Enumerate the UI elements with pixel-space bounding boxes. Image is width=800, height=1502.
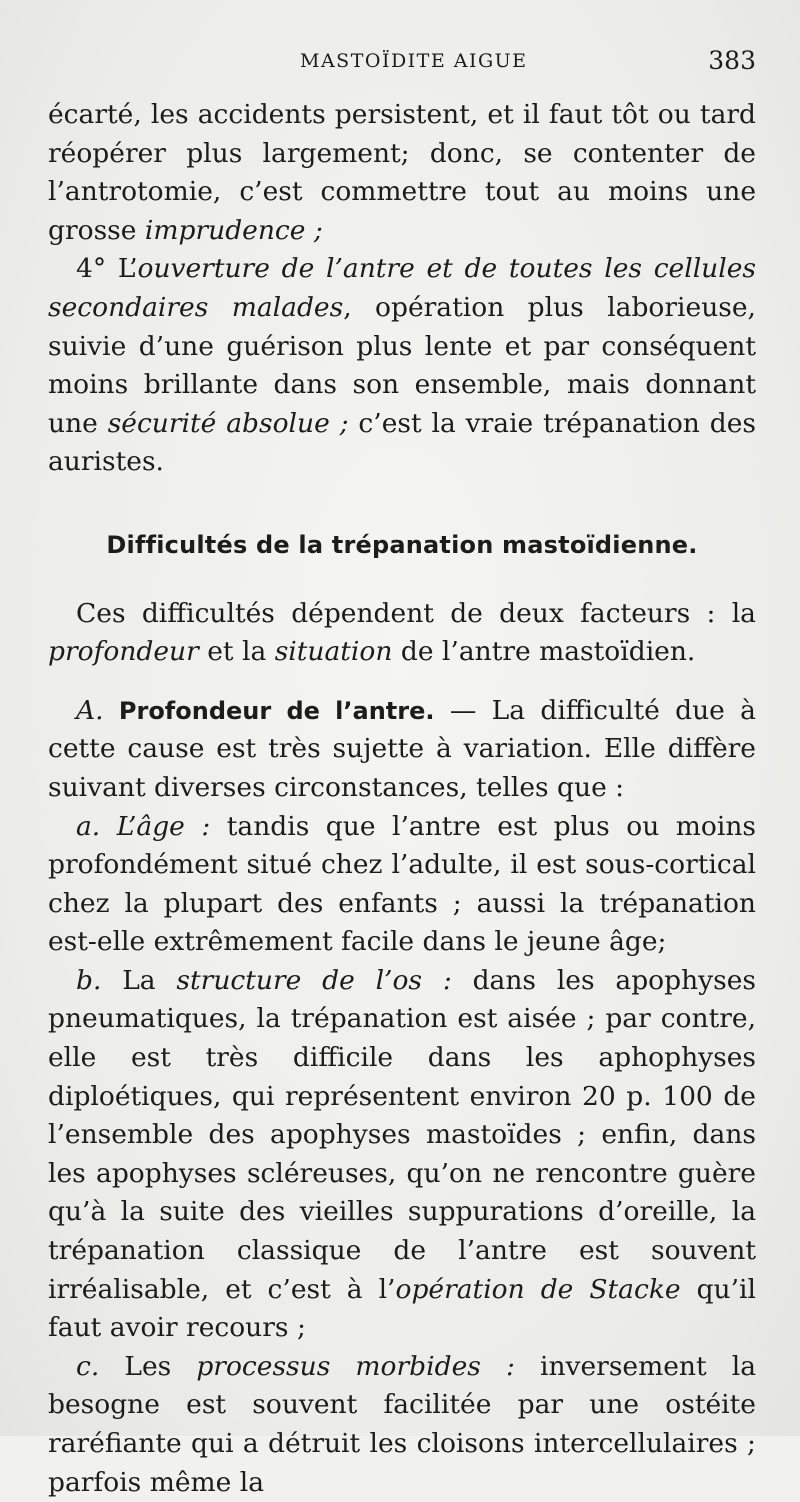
paragraph-text: inversement la besogne est souvent facilitée par une ostéite raréfiante qui a détruit les cloisons intercellulaires ; parfois même la (48, 1350, 757, 1498)
italic-text: sécurité absolue ; (107, 407, 349, 439)
paragraph-text: et la (198, 636, 275, 668)
paragraph-text: 4° L’ (76, 253, 138, 285)
item-label: A. (76, 694, 104, 726)
paragraph-text: Les (99, 1350, 197, 1382)
italic-text: processus morbides : (196, 1350, 515, 1382)
italic-text: L’âge : (116, 810, 211, 842)
paragraph-text: qu’il faut avoir recours ; (48, 1273, 756, 1344)
paragraph-text: de l’antre mastoïdien. (392, 636, 696, 668)
paragraph-processus (48, 1348, 756, 1502)
item-label: a. (76, 810, 101, 842)
paragraph-text: tandis que l’antre est plus ou moins profondément situé chez l’adulte, il est sous-cortical chez la plupart des enfants ; aussi la trépanation est-elle extrêmement facile dans le jeune âge; (48, 810, 756, 958)
paragraph-age (48, 808, 756, 962)
italic-text: imprudence ; (144, 214, 323, 246)
item-label: b. (76, 964, 102, 996)
italic-text: ouverture de l’antre et de toutes les cellules secondaires malades (48, 253, 756, 323)
paragraph-difficultes (48, 595, 756, 672)
paragraph-antrotomie (48, 96, 756, 250)
item-label: c. (76, 1350, 100, 1382)
subsection-heading: Profondeur de l’antre. (118, 696, 435, 725)
paragraph-profondeur (48, 692, 756, 808)
running-head: MASTOÏDITE AIGUE (300, 50, 528, 72)
paragraph-point-4 (48, 250, 756, 482)
italic-text: opération de Stacke (395, 1273, 681, 1305)
paragraph-text: — La difficulté due à cette cause est très sujette à variation. Elle diffère suivant diverses circonstances, telles que : (48, 694, 756, 803)
paragraph-text: dans les apophyses pneumatiques, la trépanation est aisée ; par contre, elle est très difficile dans les aphophyses diploétiques, qui représentent environ 20 p. 100 de l’ensemble des apophyses mastoïdes ; enfin, dans les apophyses scléreuses, qu’on ne rencontre guère qu’à la suite des vieilles suppurations d’oreille, la trépanation classique de l’antre est souvent irréalisable, et c’est à l’ (48, 964, 756, 1305)
paragraph-text: écarté, les accidents persistent, et il faut tôt ou tard réopérer plus largement; donc, se contenter de l’antrotomie, c’est commettre tout au moins une grosse (48, 99, 756, 246)
paragraph-text: La (101, 964, 177, 996)
italic-text: structure de l’os : (176, 964, 452, 996)
paragraph-text: Ces difficultés dépendent de deux facteurs : la (76, 597, 756, 629)
italic-text: profondeur (48, 636, 199, 668)
paragraph-text: , opération plus laborieuse, suivie d’une guérison plus lente et par conséquent moins brillante dans son ensemble, mais donnant une (48, 291, 756, 439)
italic-text: situation (274, 636, 393, 668)
page-number: 383 (708, 46, 756, 75)
paragraph-structure (48, 962, 756, 1348)
body-text (48, 96, 756, 1502)
section-heading: Difficultés de la trépanation mastoïdienne. (106, 530, 698, 559)
page-header (0, 42, 800, 78)
paragraph-text: c’est la vraie trépanation des auristes. (48, 407, 756, 478)
